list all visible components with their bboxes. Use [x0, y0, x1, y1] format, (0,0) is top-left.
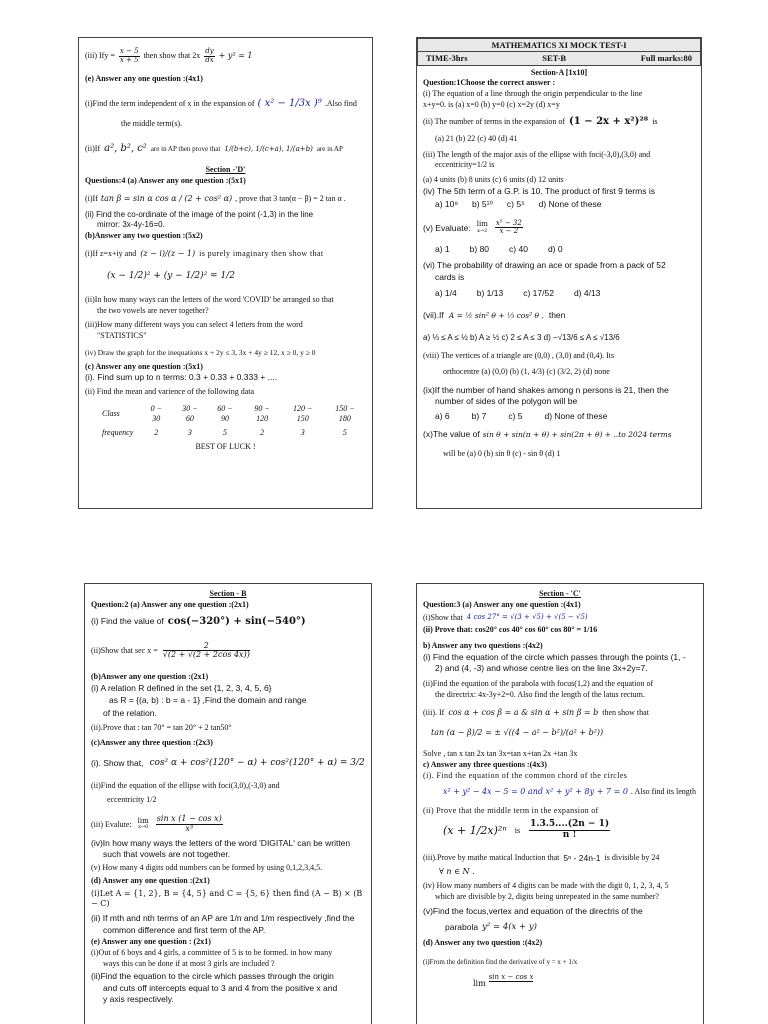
section-heading: (b)Answer any one question :(2x1): [91, 672, 209, 682]
math-expression: ∀ n ∈ N .: [439, 867, 475, 877]
question-a-i: [91, 616, 365, 628]
question-text: then show that: [602, 707, 649, 717]
option: c) 40: [509, 244, 528, 254]
question-text: and cuts off intercepts equal to 3 and 4 from the positive x and: [103, 982, 338, 993]
table-cell: 2: [154, 427, 159, 437]
table-header: Class: [102, 409, 120, 419]
limit-symbol: lim x→2: [476, 220, 488, 234]
question-e-ii: [85, 143, 366, 155]
question-e-i: [85, 98, 366, 110]
question-text: (iii) Ify =: [85, 51, 115, 61]
question-text: (iii). If: [423, 707, 445, 717]
option: a) 1: [435, 244, 450, 254]
question-text: (i) Find the value of: [91, 616, 164, 627]
table-cell: 5: [342, 427, 347, 437]
question-text: (i) Find the equation of the circle which passes through the points (1, -: [423, 651, 686, 662]
table-cell: 90 − 120: [254, 404, 270, 424]
exam-meta: [418, 52, 700, 64]
fraction: $\frac{x - 5}{x + 5}$: [119, 47, 139, 64]
question-text: (i). Show that,: [91, 757, 144, 768]
question-text: . Also find its length: [630, 786, 697, 796]
question-text: (iii) Evalute:: [91, 819, 132, 829]
question-text: (ii) The number of terms in the expansion of: [423, 116, 566, 126]
answer-options: orthocentre (a) (0,0) (b) (1, 4/3) (c) (3/2, 2) (d) none: [443, 367, 610, 377]
exam-time: TIME-3hrs: [426, 53, 468, 64]
math-expression: cos α + cos β = a & sin α + sin β = b: [448, 707, 599, 717]
question-text: (iv) How many numbers of 4 digits can be made with the digit 0, 1, 2, 3, 4, 5: [423, 881, 669, 891]
question-text: (i)Let A = {1, 2}, B = {4, 5} and C = {5, 6} then find (A − B) × (B − C): [91, 888, 363, 908]
question-text: of the relation.: [103, 707, 157, 718]
table-cell: 120 − 150: [293, 404, 313, 424]
question-text: , prove that 3 tan(α − β) = 2 tan α .: [235, 193, 346, 203]
question-text: (ii) Prove that: cos20° cos 40° cos 60° cos 80° = 1/16: [423, 625, 598, 635]
question-text: (i). Find sum up to n terms: 0.3 + 0.33 + 0.333 + ....: [85, 372, 278, 383]
question-text: (ii)Find the equation to the circle which passes through the origin: [91, 971, 334, 982]
answer-options: [423, 244, 695, 254]
question-text: (i)Find the term independent of x in the expansion of: [85, 99, 255, 109]
question-text: eccentricity 1/2: [107, 795, 157, 805]
question-x: [423, 429, 695, 439]
question-text: (i)From the definition find the derivative of y = x + 1/x: [423, 958, 578, 967]
question-text: ways this can be done if at most 3 girls are included ?: [103, 958, 275, 968]
question-text: are in AP then prove that: [150, 144, 221, 153]
section-heading: Questions:4 (a) Answer any one question :(5x1): [85, 176, 246, 185]
question-text: (ii) Prove that the middle term in the expansion of: [423, 806, 599, 816]
question-c-i: [91, 758, 365, 769]
question-text: (ii)Find the equation of the ellipse with foci(3,0),(-3,0) and: [91, 780, 280, 790]
question-text: is divisible by 24: [604, 853, 660, 863]
table-cell: 5: [223, 427, 227, 437]
question-text: is purely imaginary then show that: [199, 248, 324, 258]
closing-text: BEST OF LUCK !: [195, 441, 256, 451]
question-text: (iv) Draw the graph for the inequations x + 2y ≤ 3, 3x + 4y ≥ 12, x ≥ 0, y ≥ 0: [85, 348, 316, 358]
option: c) 5: [508, 410, 523, 421]
question-text: parabola: [445, 921, 479, 932]
section-heading: (d) Answer any one question :(2x1): [91, 876, 210, 886]
limit-symbol: lim: [473, 978, 486, 988]
option: a) 10⁹: [435, 199, 459, 210]
math-expression: cos² α + cos²(120° − α) + cos²(120° + α) = 3/2: [149, 757, 365, 768]
exam-set: SET-B: [542, 53, 567, 64]
table-cell: 30 − 60: [182, 404, 198, 424]
question-text: are in AP: [316, 144, 343, 153]
option: c) 5⁵: [506, 199, 525, 210]
table-row: [95, 402, 366, 426]
option: b) 1/13: [476, 288, 504, 299]
question-text: such that vowels are not together.: [103, 849, 231, 860]
table-cell: 150 − 180: [335, 404, 355, 424]
question-text: (ii)Find the equation of the parabola with focus(1,2) and the equation of: [423, 679, 654, 689]
section-heading: (e) Answer any one question : (2x1): [91, 937, 211, 947]
question-text: cards is: [435, 271, 465, 282]
question-d-ii: [423, 973, 697, 989]
section-title: Section -'D': [205, 165, 246, 175]
table-cell: 3: [187, 427, 192, 437]
answer-options: (a) 4 units (b) 8 units (c) 6 units (d) 12 units: [423, 175, 564, 185]
question-text: (i). Find the equation of the common chord of the circles: [423, 770, 628, 780]
question-text: (ii).Prove that : tan 70° = tan 20° + 2 tan50°: [91, 723, 232, 733]
page-panel-bottom-right: [416, 583, 704, 1024]
question-text: the middle term(s).: [121, 119, 183, 129]
question-text: (iii).Prove by mathe matical Induction that: [423, 853, 560, 863]
section-heading: (d) Answer any two question :(4x2): [423, 938, 543, 948]
fraction: $\frac{\text{x⁵ − 32}}{x - 2}$: [495, 218, 522, 236]
question-text: is: [514, 825, 521, 835]
question-text: (ii)If: [85, 144, 101, 154]
question-text: (iii)How many different ways you can select 4 letters from the word: [85, 319, 303, 329]
option: d) 4/13: [573, 288, 601, 299]
question-c-iii: [423, 853, 697, 863]
question-text: (v) Evaluate:: [423, 222, 471, 233]
option: d) None of these: [544, 410, 608, 421]
math-expression: y² = 4(x + y): [482, 921, 537, 932]
math-expression: A = ½ sin² θ + ⅓ cos² θ ,: [448, 311, 544, 321]
math-expression: (1 − 2x + x²)²⁸: [569, 115, 649, 127]
math-expression: tan β = sin α cos α / (2 + cos² α): [100, 193, 233, 203]
fraction: $\frac{dy}{dx}$: [205, 47, 214, 64]
question-text: Solve , tan x tan 2x tan 3x=tan x+tan 2x +tan 3x: [423, 749, 578, 759]
page-panel-top-left: [78, 37, 373, 509]
question-text: .Also find: [324, 99, 357, 109]
math-expression: ( x² − 1/3x )⁹: [257, 98, 322, 110]
section-heading: b) Answer any two questions :(4x2): [423, 641, 543, 650]
question-text: (iv) The 5th term of a G.P. is 10. The product of first 9 terms is: [423, 185, 655, 196]
fraction: $\frac{\text{sin x (1 − cos x)}}{\text{x³}}$: [156, 814, 222, 833]
question-text: (x)The value of: [423, 429, 480, 440]
question-text: (vi) The probability of drawing an ace or spade from a pack of 52: [423, 260, 666, 271]
section-heading: c) Answer any three questions :(4x3): [423, 760, 547, 770]
question-text: (ii) If mth and nth terms of an AP are 1/n and 1/m respectively ,find the: [91, 913, 355, 924]
answer-options: [423, 199, 695, 209]
question-text: mirror: 3x-4y-16=0.: [97, 220, 165, 230]
question-c-v-expr: [423, 922, 697, 932]
question-text: (iv)In how many ways the letters of the word 'DIGITAL' can be written: [91, 837, 351, 848]
question-text: (v)Find the focus,vertex and equation of the directris of the: [423, 905, 643, 916]
question-text: (i)Out of 6 boys and 4 girls, a committee of 5 is to be formed. in how many: [91, 947, 333, 957]
answer-options: (a) 21 (b) 22 (c) 40 (d) 41: [435, 133, 518, 143]
question-text: (i) The equation of a line through the origin perpendicular to the line: [423, 89, 643, 99]
math-expression: sin θ + sin(π + θ) + sin(2π + θ) + ..to 2024 terms: [482, 429, 672, 439]
question-text: (ii)Show that sec x =: [91, 646, 158, 656]
frequency-table: [95, 402, 366, 439]
question-text: the directrix: 4x-3y+2=0. Also find the length of the latus rectum.: [435, 690, 645, 700]
question-text: (i)Show that: [423, 612, 463, 622]
question-c-ii-expr: [423, 820, 697, 841]
fraction: $\frac{2}{√(2 + √(2 + 2\cos 4x))}$: [162, 640, 250, 660]
math-expression: (z − i)/(z − 1): [140, 248, 196, 258]
fraction: $\frac{1.3.5....(2n - 1)}{n !}$: [530, 819, 610, 841]
table-cell: 0 − 30: [150, 404, 162, 424]
question-text: x+y=0. is (a) x=0 (b) y=0 (c) x=2y (d) x=y: [423, 99, 560, 109]
question-text: (ii)In how many ways can the letters of the word 'COVID' be arranged so that: [85, 295, 334, 305]
question-a-ii: [91, 642, 365, 661]
question-text: (ix)If the number of hand shakes among n persons is 21, then the: [423, 385, 669, 396]
question-b-i: [85, 249, 366, 259]
question-text: (iii) The length of the major axis of the ellipse with foci(-3,0),(3,0) and: [423, 149, 651, 159]
math-expression: 4 cos 27° = √(3 + √5) + √(5 − √5): [466, 613, 588, 622]
math-expression: sin x − cos x: [488, 972, 534, 981]
question-text: (i)If z=x+iy and: [85, 248, 137, 258]
table-cell: 2: [260, 427, 265, 437]
section-heading: Question:1Choose the correct answer :: [423, 78, 556, 88]
math-expression: x² + y² − 4x − 5 = 0 and x² + y² + 8y + 7 = 0: [443, 786, 628, 796]
option: d) None of these: [538, 199, 602, 210]
question-text: as R = {(a, b) : b = a - 1} ,Find the domain and range: [109, 695, 307, 706]
question-c-iii: [91, 815, 365, 834]
math-expression: a², b², c²: [104, 143, 147, 155]
option: b) 5¹⁰: [472, 199, 493, 210]
section-title: Section-A [1x10]: [530, 67, 588, 77]
table-cell: 3: [300, 427, 305, 437]
table-header: frequency: [102, 427, 134, 437]
math-expression: 5ⁿ - 24n-1: [563, 853, 601, 863]
question-text: the two vowels are never together?: [97, 306, 209, 316]
option: c) 17/52: [523, 288, 554, 299]
question-text: is: [652, 116, 658, 126]
question-text: (ii) Find the co-ordinate of the image of the point (-1,3) in the line: [85, 209, 314, 219]
question-text: (ii) Find the mean and varience of the following data: [85, 386, 255, 396]
section-heading: Question:2 (a) Answer any one question :(2x1): [91, 599, 249, 609]
section-title: Section - B: [209, 589, 247, 598]
math-expression: + y² = 1: [218, 51, 253, 61]
section-heading: (c) Answer any one question :(5x1): [85, 361, 203, 371]
answer-options: [423, 288, 695, 298]
option: d) 0: [547, 244, 563, 254]
math-expression: 1/(b+c), 1/(c+a), 1/(a+b): [224, 144, 313, 153]
exam-title: MATHEMATICS XI MOCK TEST-I: [418, 39, 700, 52]
question-v: [423, 220, 695, 236]
question-text: number of sides of the polygon will be: [435, 396, 578, 407]
page-panel-top-right: [416, 37, 702, 509]
math-expression: tan (α − β)/2 = ± √((4 − a² − b²)/(a² + b²)): [431, 727, 604, 737]
question-text: then show that 2x: [143, 51, 201, 61]
option: a) 1/4: [435, 288, 457, 299]
section-heading: Question:3 (a) Answer any one question :(4x1): [423, 599, 581, 609]
math-expression: (x + 1/2x)²ⁿ: [443, 823, 507, 837]
question-vii: [423, 310, 695, 320]
section-heading: (e) Answer any one question :(4x1): [85, 74, 203, 84]
math-expression: cos(−320°) + sin(−540°): [167, 615, 306, 627]
section-title: Section - 'C': [539, 589, 581, 598]
option: b) 7: [471, 410, 487, 421]
question-iii-derivative: [85, 48, 366, 64]
question-b-iii: [423, 708, 697, 718]
answer-options: will be (a) 0 (b) sin θ (c) - sin θ (d) 1: [443, 449, 561, 459]
math-expression: (x − 1/2)² + (y − 1/2)² = 1/2: [107, 270, 235, 281]
section-heading: (b)Answer any two question :(5x2): [85, 231, 203, 240]
option: b) 80: [469, 244, 490, 254]
limit-symbol: lim x→0: [137, 816, 149, 831]
answer-options: a) ⅓ ≤ A ≤ ½ b) A ≥ ½ c) 2 ≤ A ≤ 3 d) −√13/6 ≤ A ≤ √13/6: [423, 332, 620, 342]
table-cell: 60 − 90: [217, 404, 233, 424]
question-a-i: [423, 613, 697, 623]
question-text: (vii).If: [423, 310, 444, 321]
question-text: y axis respectively.: [103, 994, 174, 1005]
exam-header: [417, 38, 701, 66]
question-text: which are divisible by 2, digits being unrepeated in the same number?: [435, 891, 659, 901]
page-panel-bottom-left: [84, 583, 372, 1024]
question-text: (i)If: [85, 193, 98, 203]
question-text: (i) A relation R defined in the set {1, 2, 3, 4, 5, 6}: [91, 683, 272, 694]
question-text: common difference and first term of the AP.: [103, 924, 266, 935]
question-ii: [423, 116, 695, 128]
option: a) 6: [435, 410, 450, 421]
answer-options: [423, 411, 695, 421]
question-text: 2) and (4, -3) and whose centre lies on the line 3x+2y=7.: [435, 663, 648, 674]
question-d-i: [85, 194, 366, 204]
table-row: [95, 426, 366, 440]
question-text: (v) How many 4 digits odd numbers can be formed by using 0,1,2,3,4,5.: [91, 863, 323, 873]
section-heading: (c)Answer any three question :(2x3): [91, 737, 213, 747]
question-text: "STATISTICS": [97, 330, 147, 340]
question-c-i-expr: [423, 787, 697, 797]
question-text: then: [548, 310, 566, 321]
question-text: (viii) The vertices of a triangle are (0,0) , (3,0) and (0,4). Its: [423, 350, 615, 360]
question-text: eccentricity=1/2 is: [435, 160, 495, 170]
exam-marks: Full marks:80: [640, 53, 692, 64]
